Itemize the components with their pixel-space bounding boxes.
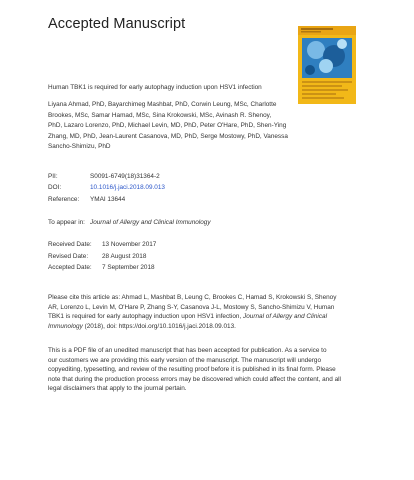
received-date-label: Received Date: xyxy=(48,241,92,248)
reference-value: YMAI 13644 xyxy=(90,196,126,203)
pii-label: PII: xyxy=(48,173,58,180)
revised-date-value: 28 August 2018 xyxy=(102,253,147,260)
disclaimer-line: This is a PDF file of an unedited manuscript that has been accepted for publication. As a service to xyxy=(48,347,327,354)
citation-text: TBK1 is required for early autophagy induction upon HSV1 infection, xyxy=(48,313,242,321)
accepted-date-label: Accepted Date: xyxy=(48,264,92,271)
journal-cover-image xyxy=(298,26,356,104)
journal-name: Journal of Allergy and Clinical Immunology xyxy=(90,219,211,226)
disclaimer-line: our customers we are providing this early version of the manuscript. The manuscript will undergo xyxy=(48,356,322,364)
accepted-manuscript-heading: Accepted Manuscript xyxy=(48,16,186,32)
disclaimer-line: legal disclaimers that apply to the journal pertain. xyxy=(48,385,187,393)
pii-value: S0091-6749(18)31364-2 xyxy=(90,173,160,180)
author-line: PhD, Lazaro Lorenzo, PhD, Michael Levin, MD, PhD, Peter O'Hare, PhD, Shen-Ying xyxy=(48,122,287,129)
journal-label: To appear in: xyxy=(48,219,85,226)
author-line: Zhang, MD, PhD, Jean-Laurent Casanova, MD, PhD, Serge Mostowy, PhD, Vanessa xyxy=(48,132,288,140)
citation-paragraph xyxy=(48,293,360,331)
citation-line xyxy=(48,322,360,332)
author-list xyxy=(48,100,354,153)
citation-journal: Journal of Allergy and Clinical xyxy=(243,313,327,321)
disclaimer-line: note that during the production process errors may be discovered which could affect the content, and all xyxy=(48,375,341,383)
reference-label: Reference: xyxy=(48,196,80,203)
article-title: Human TBK1 is required for early autophagy induction upon HSV1 infection xyxy=(48,84,262,91)
revised-date-label: Revised Date: xyxy=(48,253,89,260)
citation-journal-cont: Immunology xyxy=(48,322,83,330)
received-date-value: 13 November 2017 xyxy=(102,241,157,248)
doi-label: DOI: xyxy=(48,184,62,191)
author-line: Brookes, MSc, Samar Hamad, MSc, Sina Krokowski, MSc, Avinash R. Shenoy, xyxy=(48,111,272,119)
citation-doi: (2018), doi: https://doi.org/10.1016/j.jaci.2018.09.013. xyxy=(84,322,236,330)
disclaimer-paragraph xyxy=(48,346,360,394)
author-line: Liyana Ahmad, PhD, Bayarchimeg Mashbat, PhD, Corwin Leung, MSc, Charlotte xyxy=(48,101,277,108)
disclaimer-line: copyediting, typesetting, and review of the resulting proof before it is published in its final form. Please xyxy=(48,366,336,374)
doi-link[interactable]: 10.1016/j.jaci.2018.09.013 xyxy=(90,184,165,191)
citation-line: AR, Lorenzo L, Levin M, O'Hare P, Zhang S-Y, Casanova J-L, Mostowy S, Sancho-Shimizu V, Human xyxy=(48,303,335,311)
accepted-date-value: 7 September 2018 xyxy=(102,264,155,271)
citation-line: Please cite this article as: Ahmad L, Mashbat B, Leung C, Brookes C, Hamad S, Krokowski S, Shenoy xyxy=(48,294,337,301)
citation-line xyxy=(48,312,360,322)
author-line: Sancho-Shimizu, PhD xyxy=(48,143,111,150)
